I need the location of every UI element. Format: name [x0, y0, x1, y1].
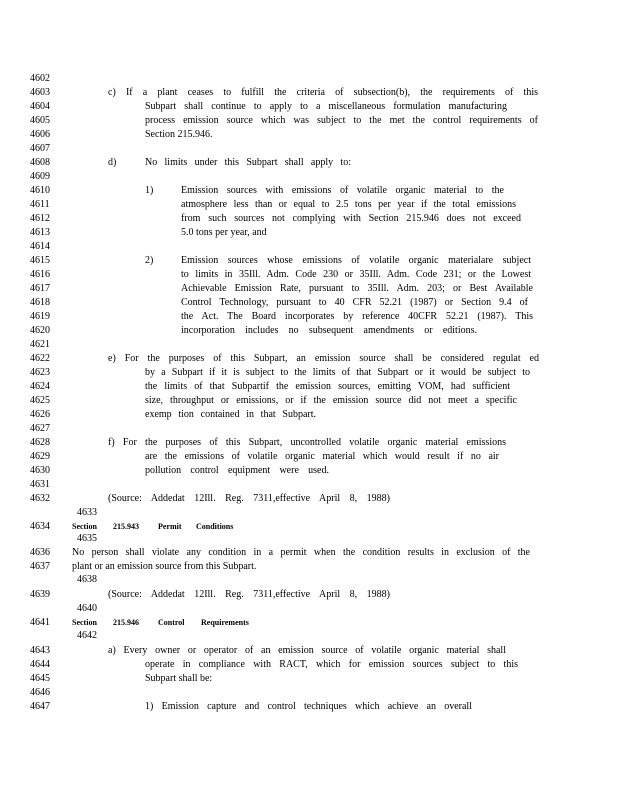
paragraph-d-label: d) — [108, 157, 117, 168]
line-number: 4645 — [30, 673, 50, 684]
paragraph-a-line: operate in compliance with RACT, which for emission sources subject to this — [145, 659, 518, 670]
section-title-word: Conditions — [196, 522, 234, 531]
section-body-line: plant or an emission source from this Subpart. — [72, 561, 257, 572]
line-number: 4630 — [30, 465, 50, 476]
item-2-line: to limits in 35Ill. Adm. Code 230 or 35Ill. Adm. Code 231; or the Lowest — [181, 269, 531, 280]
item-2-line: Emission sources whose emissions of volatile organic materialare subject — [181, 255, 531, 266]
line-number: 4611 — [30, 199, 50, 210]
paragraph-c-line: Section 215.946. — [145, 129, 213, 140]
line-number: 4612 — [30, 213, 50, 224]
section-title-word: Requirements — [201, 618, 249, 627]
paragraph-e-line: exemp tion contained in that Subpart. — [145, 409, 316, 420]
item-1-line: Emission sources with emissions of volatile organic material to the — [181, 185, 504, 196]
line-number: 4607 — [30, 143, 50, 154]
item-1-line: 5.0 tons per year, and — [181, 227, 267, 238]
line-number: 4628 — [30, 437, 50, 448]
paragraph-c-line: process emission source which was subject to the met the control requirements of — [145, 115, 538, 126]
line-number: 4644 — [30, 659, 50, 670]
item-1-line: from such sources not complying with Section 215.946 does not exceed — [181, 213, 521, 224]
line-number: 4625 — [30, 395, 50, 406]
line-number: 4638 — [77, 574, 97, 585]
item-1-line: 1) Emission capture and control techniques which achieve an overall — [145, 701, 472, 712]
line-number: 4637 — [30, 561, 50, 572]
item-2-line: Achievable Emission Rate, pursuant to 35Ill. Adm. 203; or Best Available — [181, 283, 533, 294]
line-number: 4639 — [30, 589, 50, 600]
paragraph-e-line: by a Subpart if it is subject to the limits of that Subpart or it would be subject to — [145, 367, 530, 378]
item-1-line: atmosphere less than or equal to 2.5 tons per year if the total emissions — [181, 199, 516, 210]
section-title-word: Control — [158, 618, 185, 627]
section-body-line: No person shall violate any condition in a permit when the condition results in exclusion of the — [72, 547, 530, 558]
paragraph-f-line: are the emissions of volatile organic material which would result if no air — [145, 451, 499, 462]
line-number: 4602 — [30, 73, 50, 84]
line-number: 4620 — [30, 325, 50, 336]
line-number: 4627 — [30, 423, 50, 434]
line-number: 4641 — [30, 617, 50, 628]
line-number: 4605 — [30, 115, 50, 126]
paragraph-c-line: Subpart shall continue to apply to a miscellaneous formulation manufacturing — [145, 101, 507, 112]
source-note: (Source: Addedat 12Ill. Reg. 7311,effective April 8, 1988) — [108, 589, 390, 600]
line-number: 4633 — [77, 507, 97, 518]
line-number: 4604 — [30, 101, 50, 112]
line-number: 4646 — [30, 687, 50, 698]
line-number: 4610 — [30, 185, 50, 196]
item-2-label: 2) — [145, 255, 154, 266]
line-number: 4626 — [30, 409, 50, 420]
source-note: (Source: Addedat 12Ill. Reg. 7311,effective April 8, 1988) — [108, 493, 390, 504]
paragraph-a-line: Subpart shall be: — [145, 673, 213, 684]
item-1-label: 1) — [145, 185, 154, 196]
line-number: 4642 — [77, 630, 97, 641]
paragraph-f-line: f) For the purposes of this Subpart, uncontrolled volatile organic material emissions — [108, 437, 506, 448]
section-number: 215.943 — [113, 522, 139, 531]
line-number: 4640 — [77, 603, 97, 614]
line-number: 4603 — [30, 87, 50, 98]
line-number: 4636 — [30, 547, 50, 558]
item-2-line: the Act. The Board incorporates by reference 40CFR 52.21 (1987). This — [181, 311, 533, 322]
line-number: 4621 — [30, 339, 50, 350]
line-number: 4624 — [30, 381, 50, 392]
paragraph-d-text: No limits under this Subpart shall apply to: — [145, 157, 351, 168]
item-2-line: Control Technology, pursuant to 40 CFR 52.21 (1987) or Section 9.4 of — [181, 297, 528, 308]
line-number: 4622 — [30, 353, 50, 364]
line-number: 4632 — [30, 493, 50, 504]
section-label: Section — [72, 618, 97, 627]
line-number: 4616 — [30, 269, 50, 280]
line-number: 4608 — [30, 157, 50, 168]
line-number: 4606 — [30, 129, 50, 140]
line-number: 4635 — [77, 533, 97, 544]
section-number: 215.946 — [113, 618, 139, 627]
line-number: 4634 — [30, 521, 50, 532]
line-number: 4618 — [30, 297, 50, 308]
line-number: 4615 — [30, 255, 50, 266]
line-number: 4643 — [30, 645, 50, 656]
line-number: 4647 — [30, 701, 50, 712]
section-title-word: Permit — [158, 522, 182, 531]
item-2-line: incorporation includes no subsequent amendments or editions. — [181, 325, 477, 336]
line-number: 4629 — [30, 451, 50, 462]
paragraph-a-line: a) Every owner or operator of an emission source of volatile organic material shall — [108, 645, 506, 656]
paragraph-f-line: pollution control equipment were used. — [145, 465, 329, 476]
line-number: 4613 — [30, 227, 50, 238]
paragraph-e-line: size, throughput or emissions, or if the emission source did not meet a specific — [145, 395, 517, 406]
line-number: 4631 — [30, 479, 50, 490]
line-number: 4614 — [30, 241, 50, 252]
line-number: 4623 — [30, 367, 50, 378]
line-number: 4619 — [30, 311, 50, 322]
paragraph-e-line: e) For the purposes of this Subpart, an emission source shall be considered regulat ed — [108, 353, 539, 364]
paragraph-e-line: the limits of that Subpartif the emission sources, emitting VOM, had sufficient — [145, 381, 510, 392]
line-number: 4609 — [30, 171, 50, 182]
section-label: Section — [72, 522, 97, 531]
paragraph-c-line: c) If a plant ceases to fulfill the criteria of subsection(b), the requirements of this — [108, 87, 538, 98]
line-number: 4617 — [30, 283, 50, 294]
